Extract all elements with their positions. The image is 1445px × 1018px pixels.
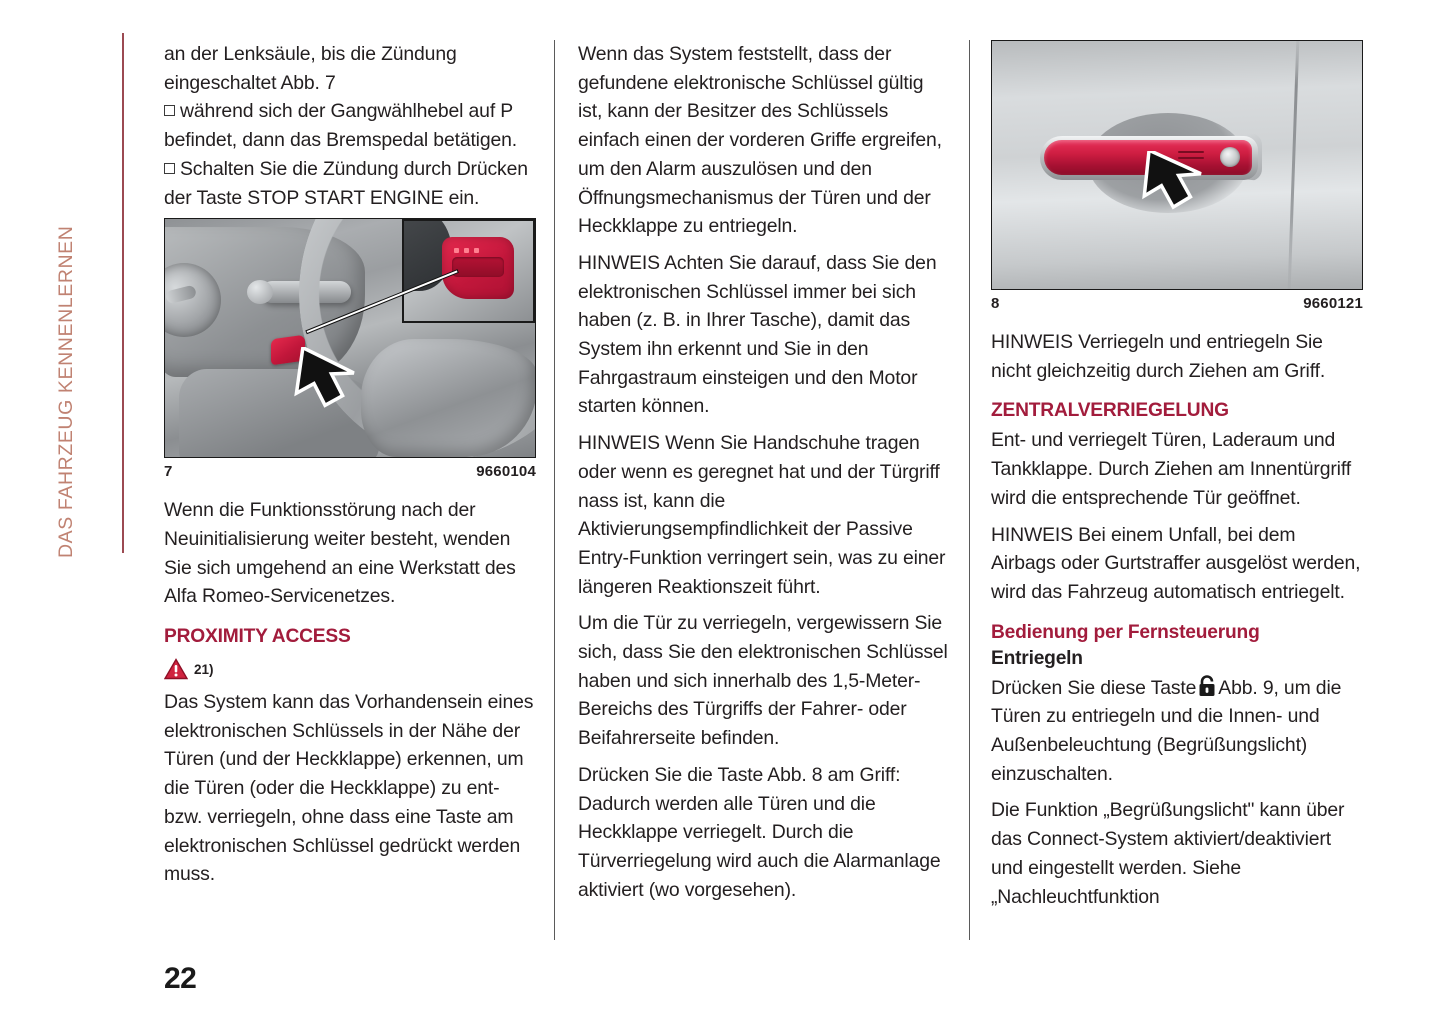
inset-start-stop-button: [442, 237, 514, 299]
page-number: 22: [164, 962, 197, 995]
column-2: [578, 40, 950, 912]
figure-8-image: [991, 40, 1363, 290]
paragraph: Wenn das System feststellt, dass der gefundene elektronische Schlüssel gültig ist, kann der Besitzer des Schlüssels einfach einen der vorderen Griffe ergreifen, um den Alarm auszulösen und den Öffnungsmechanismus der Türen und der Heckklappe zu entriegeln.: [578, 43, 942, 238]
list-item: [164, 155, 536, 212]
chapter-rule-divider: [122, 33, 124, 553]
square-bullet-icon: [164, 105, 175, 116]
paragraph-final: Die Funktion „Begrüßungslicht" kann über das Connect-System aktiviert/deaktiviert und eingestellt werden. Siehe „Nachleuchtfunktion: [991, 799, 1345, 908]
unlock-text-before: Drücken Sie diese Taste: [991, 676, 1197, 699]
figure-8-number: 8: [991, 295, 1000, 312]
pointer-arrow-icon: [291, 347, 361, 409]
chapter-tab-label: DAS FAHRZEUG KENNENLERNEN: [55, 225, 77, 558]
unlock-padlock-icon: [1197, 675, 1217, 697]
pointer-arrow-icon: [1140, 151, 1208, 213]
inset-button-leds: [454, 248, 488, 255]
subsub-heading-unlock: Entriegeln: [991, 647, 1083, 669]
figure-7-number: 7: [164, 463, 173, 481]
figure-7-image: [164, 218, 536, 458]
list-item-text: Schalten Sie die Zündung durch Drücken der Taste STOP START ENGINE ein.: [164, 157, 528, 209]
continued-paragraph: an der Lenksäule, bis die Zündung eingeschaltet Abb. 7: [164, 43, 457, 94]
paragraph: Ent- und verriegelt Türen, Laderaum und Tankklappe. Durch Ziehen am Innentürgriff wird die entsprechende Tür geöffnet.: [991, 429, 1351, 509]
square-bullet-icon: [164, 163, 175, 174]
paragraph: Um die Tür zu verriegeln, vergewissern Sie sich, dass Sie den elektronischen Schlüssel haben und sich innerhalb des 1,5-Meter-Bereichs des Türgriffs der Fahrer- oder Beifahrerseite befinden.: [578, 612, 948, 750]
paragraph-note: HINWEIS Achten Sie darauf, dass Sie den elektronischen Schlüssel immer bei sich haben (z. B. in Ihrer Tasche), damit das System ihn erkennt und Sie in den Fahrgastraum einsteigen und den Motor starten können.: [578, 251, 937, 418]
handle-sensor-shape: [1220, 147, 1240, 167]
steering-wheel-spoke-shape: [361, 339, 536, 457]
figure-8: [991, 40, 1363, 312]
figure-8-caption: [991, 295, 1363, 312]
figure-7: [164, 218, 536, 480]
warning-note-row: [164, 656, 536, 682]
column-3: [991, 40, 1363, 919]
list-item: [164, 97, 536, 154]
paragraph-note: HINWEIS Verriegeln und entriegeln Sie nicht gleichzeitig durch Ziehen am Griff.: [991, 331, 1326, 382]
paragraph-note: HINWEIS Bei einem Unfall, bei dem Airbags oder Gurtstraffer ausgelöst werden, wird das Fahrzeug automatisch entriegelt.: [991, 523, 1361, 603]
column-divider-2: [969, 40, 970, 940]
warning-reference: 21): [194, 661, 214, 677]
warning-triangle-icon: [164, 658, 188, 680]
figure-7-caption: [164, 463, 536, 480]
figure-8-code: 9660121: [1303, 295, 1363, 312]
proximity-access-body: Das System kann das Vorhandensein eines elektronischen Schlüssels in der Nähe der Türen (und der Heckklappe) erkennen, um die Türen (oder die Heckklappe) zu ent- bzw. verriegeln, ohne dass eine Taste am elektronischen Schlüssel gedrückt werden muss.: [164, 691, 534, 886]
figure-7-inset: [402, 219, 535, 323]
column-divider-1: [554, 40, 555, 940]
paragraph: Drücken Sie die Taste Abb. 8 am Griff: Dadurch werden alle Türen und die Heckklappe verriegelt. Durch die Türverriegelung wird auch die Alarmanlage aktiviert (wo vorgesehen).: [578, 763, 941, 901]
paragraph-note: HINWEIS Wenn Sie Handschuhe tragen oder wenn es geregnet hat und der Türgriff nass ist, kann die Aktivierungsempfindlichkeit der Passive Entry-Funktion verringert sein, was zu einer längeren Reaktionszeit führt.: [578, 432, 946, 598]
section-heading-proximity-access: PROXIMITY ACCESS: [164, 626, 351, 648]
unlock-instruction-paragraph: [991, 674, 1363, 789]
column-1: [164, 40, 536, 897]
chapter-tab: [55, 30, 124, 558]
section-heading-central-locking: ZENTRALVERRIEGELUNG: [991, 400, 1229, 422]
list-item-text: während sich der Gangwählhebel auf P befindet, dann das Bremspedal betätigen.: [164, 100, 517, 152]
subsection-heading-remote-control: Bedienung per Fernsteuerung: [991, 621, 1260, 643]
paragraph-after-figure: Wenn die Funktionsstörung nach der Neuinitialisierung weiter besteht, wenden Sie sich umgehend an eine Werkstatt des Alfa Romeo-Servicenetzes.: [164, 499, 516, 608]
figure-7-code: 9660104: [476, 463, 536, 481]
unlock-text-after: Abb. 9, um die Türen zu entriegeln und die Innen- und Außenbeleuchtung (Begrüßungslicht) einzuschalten.: [991, 676, 1342, 785]
